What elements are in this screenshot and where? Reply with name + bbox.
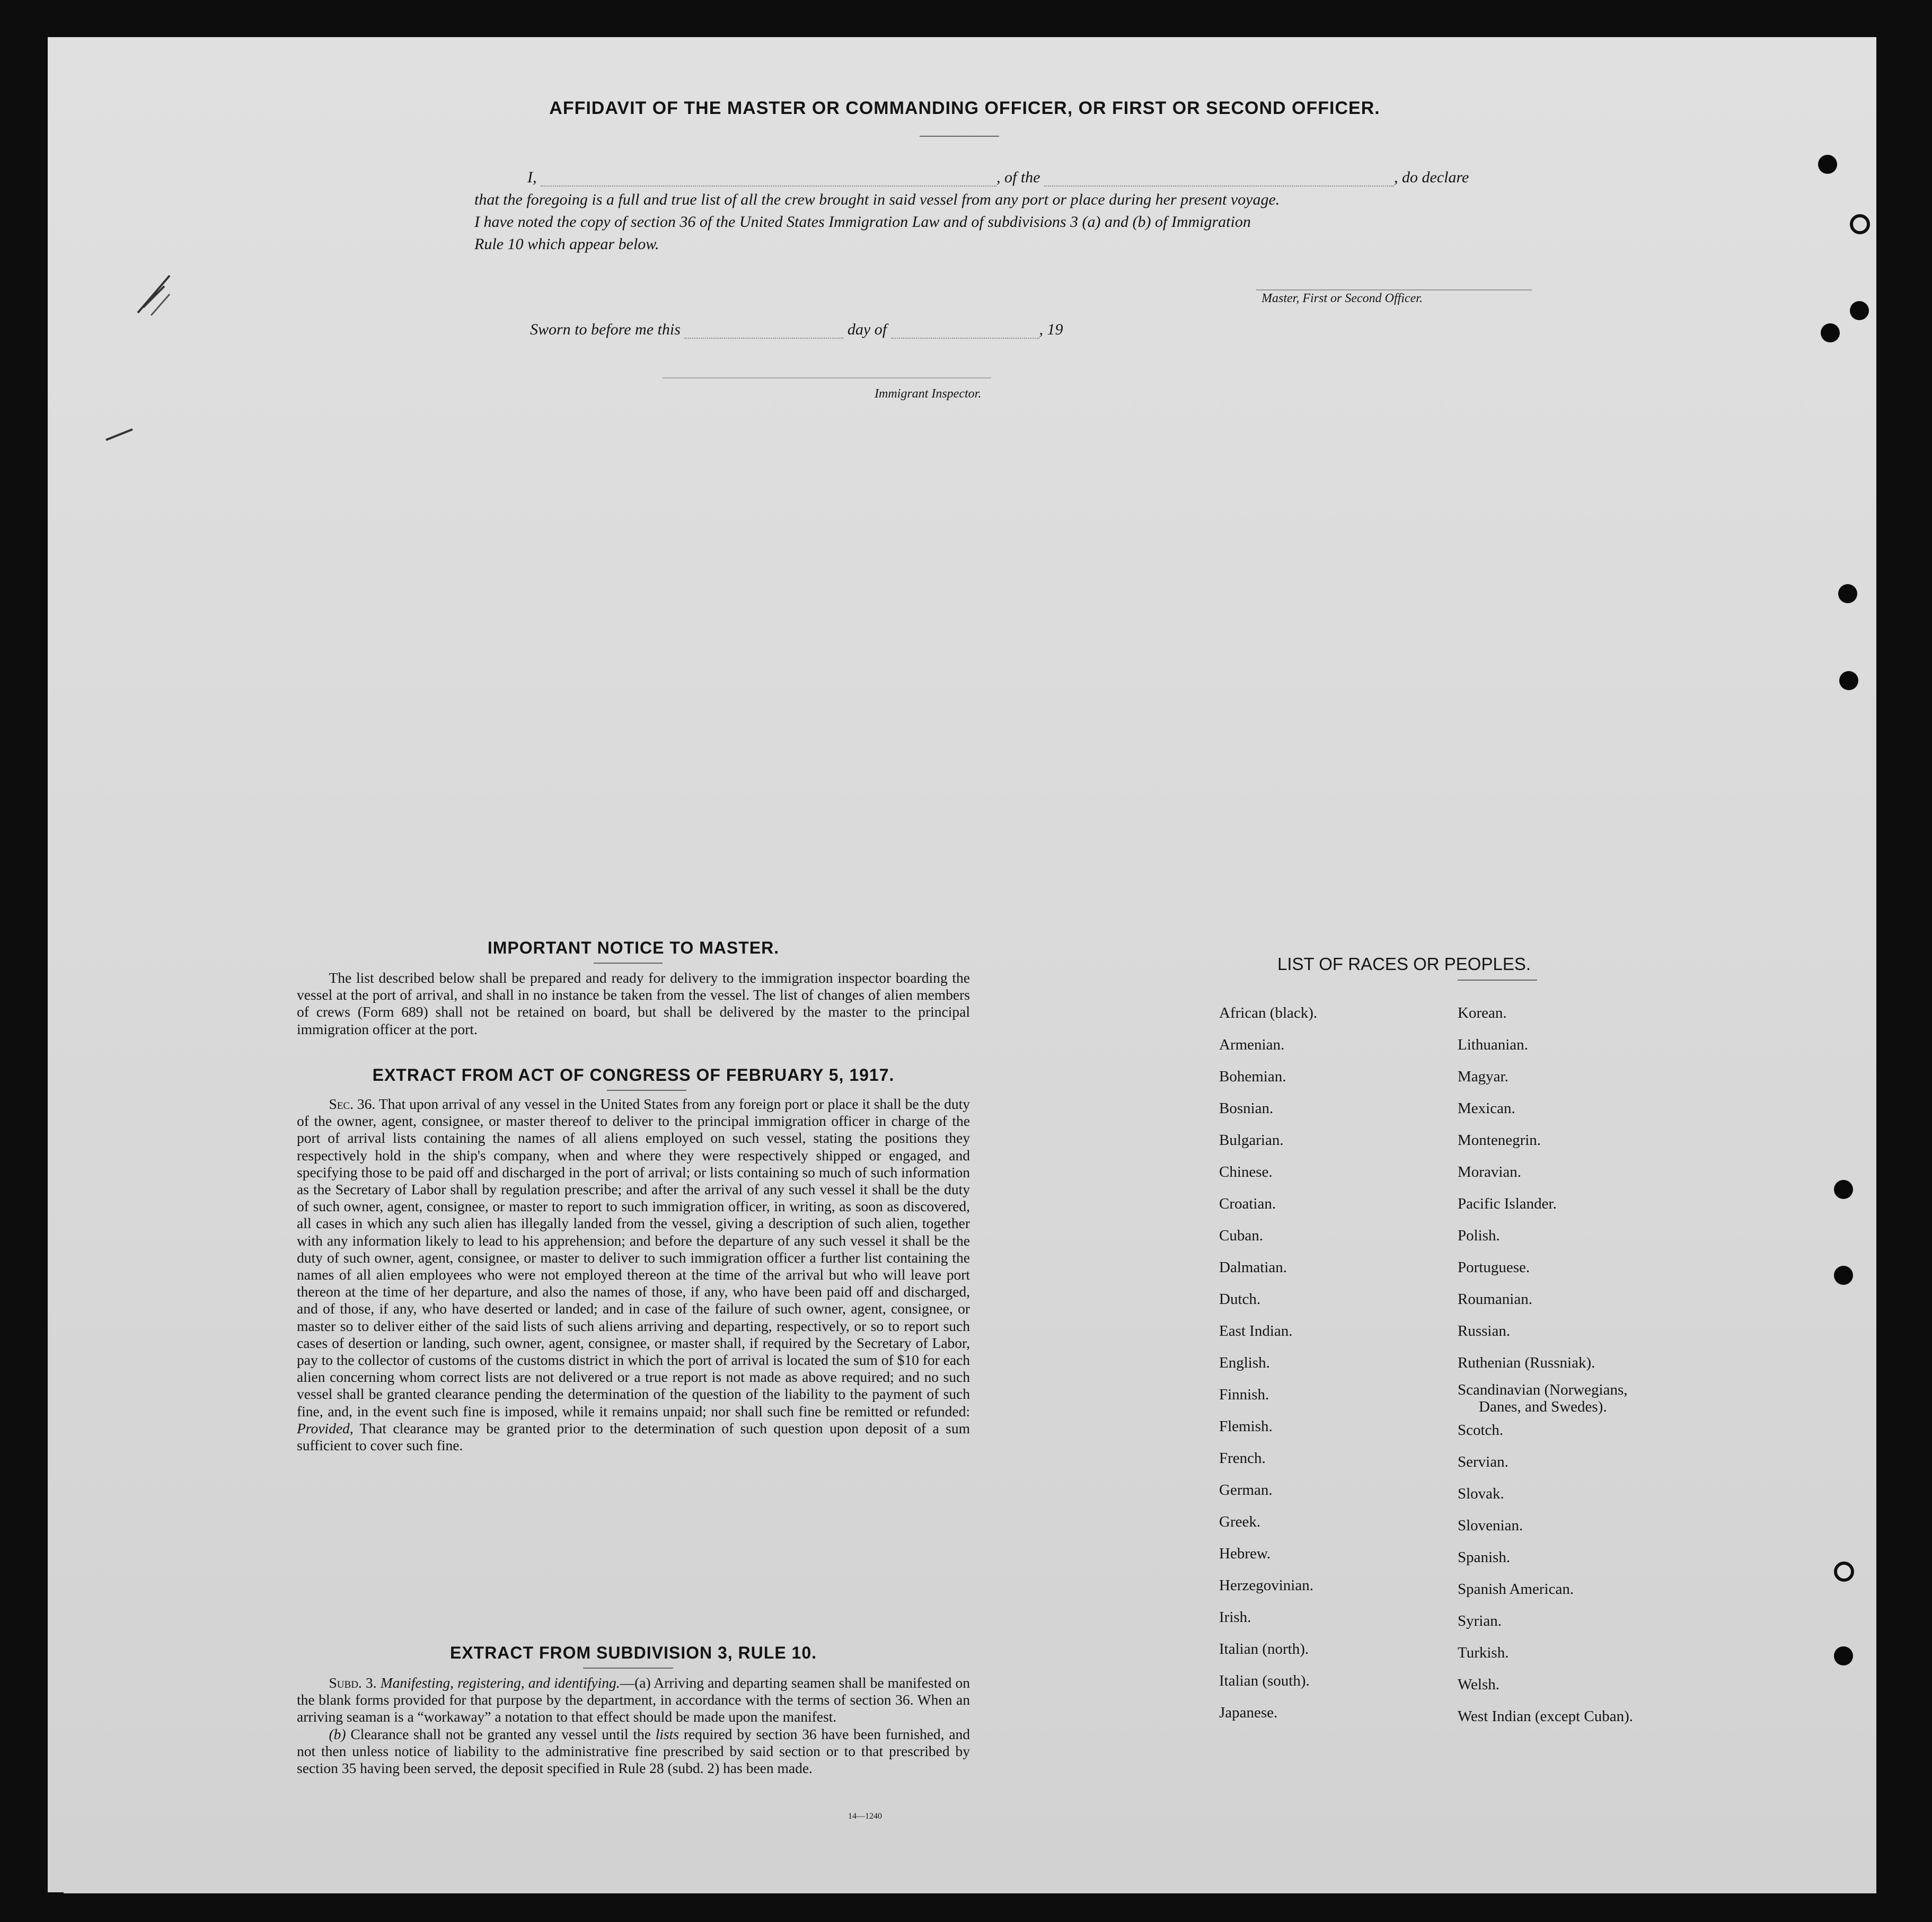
affidavit-line-3: I have noted the copy of section 36 of the United States Immigration Law and of subdivisions 3 (a) and (b) of Immigration [474,213,1251,231]
race-item: Armenian. [1219,1036,1285,1053]
race-item: Ruthenian (Russniak). [1458,1354,1595,1371]
inspector-signature-line [663,377,991,378]
sworn-month-blank [891,338,1039,339]
race-item: East Indian. [1219,1323,1293,1339]
race-item: German. [1219,1482,1273,1498]
race-item: Spanish American. [1458,1581,1574,1598]
binder-hole [1850,301,1869,320]
affidavit-title: AFFIDAVIT OF THE MASTER OR COMMANDING OFFICER, OR FIRST OR SECOND OFFICER. [549,98,1380,118]
race-item: Magyar. [1458,1068,1508,1085]
binder-hole [1818,155,1837,174]
master-signature-line [1256,289,1532,290]
race-item: Montenegrin. [1458,1132,1541,1149]
race-item: Dalmatian. [1219,1259,1287,1276]
race-item: Scotch. [1458,1422,1504,1439]
declarant-name-blank [541,186,996,187]
rule-underline [583,1668,673,1669]
race-item: Russian. [1458,1323,1511,1339]
race-item: Syrian. [1458,1612,1502,1629]
race-item: Finnish. [1219,1386,1269,1403]
binder-hole [1839,671,1858,690]
sworn-line [530,321,1063,339]
race-item: Polish. [1458,1227,1500,1244]
race-item: English. [1219,1354,1270,1371]
subd-3-heading: Manifesting, registering, and identifying. [380,1674,620,1691]
para-b-lists: lists [655,1725,680,1742]
rule-extract-body [297,1674,970,1777]
race-item: Bohemian. [1219,1068,1286,1085]
para-b-text-2: required by section 36 have been furnished, and not then unless notice of liability to the administrative fine prescribed by said section or to that prescribed by section 35 having been served, the deposit specified in Rule 28 (subd. 2) has been made. [297,1725,971,1777]
inspector-label: Immigrant Inspector. [875,387,982,401]
affidavit-line-4: Rule 10 which appear below. [474,235,659,253]
race-item: Hebrew. [1219,1545,1271,1562]
sec-36-text: That upon arrival of any vessel in the United States from any foreign port or place it shall be the duty of the owner, agent, consignee, or master thereof to deliver to the principal immigration officer in charge of the port of arrival lists containing the names of all aliens employed on such vessel, stating the positions they respectively hold in the ship's company, when and where they were respectively shipped or engaged, and specifying those to be paid off and discharged in the port of arrival; or lists containing so much of such information as the Secretary of Labor shall by regulation prescribe; and after the arrival of any such vessel it shall be the duty of such owner, agent, consignee, or master to report to such immigration officer, in writing, as soon as discovered, all cases in which any such alien has illegally landed from the vessel, giving a description of such alien, together with any information likely to lead to his apprehension; and before the departure of any such vessel it shall be the duty of such owner, agent, consignee, or master to deliver to such immigration officer a further list containing the names of all alien employees who were not employed thereon at the time of the arrival but who will leave port thereon at the time of her departure, and also the names of those, if any, who have been paid off and discharged, and of those, if any, who have deserted or landed; and in case of the failure of such owner, agent, consignee, or master so to deliver either of the said lists of such aliens arriving and departing, respectively, or so to report such cases of desertion or landing, such owner, agent, consignee, or master shall, if required by the Secretary of Labor, pay to the collector of customs of the customs district in which the port of arrival is located the sum of $10 for each alien concerning whom correct lists are not delivered or a true report is not made as above required; and no such vessel shall be granted clearance pending the determination of the question of the liability to the payment of such fine, and, in the event such fine is imposed, while it remains unpaid; nor shall such fine be remitted or refunded: [297,1096,971,1420]
act-extract-body [297,1096,970,1454]
notice-body [297,969,970,1038]
race-item: African (black). [1219,1004,1318,1021]
affidavit-line-1 [527,169,1469,187]
sec-36-label: Sec. 36. [329,1096,376,1112]
binder-hole [1834,1646,1853,1665]
race-item: West Indian (except Cuban). [1458,1708,1634,1725]
year-text: , 19 [1039,321,1063,338]
binder-hole [1834,1180,1853,1199]
race-item: Italian (north). [1219,1641,1309,1657]
binder-hole [1834,1266,1853,1285]
sworn-day-blank [684,338,843,339]
affidavit-line-2: that the foregoing is a full and true list of all the crew brought in said vessel from any port or place during her present voyage. [474,191,1280,208]
para-b-text-1: Clearance shall not be granted any vessel until the [350,1725,651,1742]
race-item: Chinese. [1219,1163,1273,1180]
race-item: Scandinavian (Norwegians, [1458,1381,1628,1398]
declarant-i: I, [527,169,537,186]
race-item: Korean. [1458,1004,1507,1021]
race-item: Lithuanian. [1458,1036,1528,1053]
race-item: French. [1219,1450,1266,1467]
subd-3-label: Subd. 3. [329,1674,377,1691]
race-item: Herzegovinian. [1219,1577,1313,1594]
races-title: LIST OF RACES OR PEOPLES. [1277,954,1531,974]
race-item: Greek. [1219,1513,1261,1530]
race-item: Bulgarian. [1219,1132,1284,1149]
act-underline [607,1090,686,1091]
rule-extract-title: EXTRACT FROM SUBDIVISION 3, RULE 10. [449,1643,817,1662]
day-of-text: day of [847,321,887,338]
race-item: Moravian. [1458,1163,1521,1180]
do-declare-text: , do declare [1394,169,1469,186]
notice-paragraph: The list described below shall be prepared and ready for delivery to the immigration inspector boarding the vessel at the port of arrival, and shall in no instance be taken from the vessel. The list of changes of alien members of crews (Form 689) shall not be retained on board, but shall be delivered by the master to the principal immigration officer at the port. [297,969,970,1037]
para-b-label: (b) [329,1725,346,1742]
race-item: Italian (south). [1219,1672,1310,1689]
master-signature-label: Master, First or Second Officer. [1261,292,1423,305]
of-the-text: , of the [996,169,1040,186]
race-item: Mexican. [1458,1100,1515,1117]
race-item: Spanish. [1458,1549,1511,1566]
races-underline [1458,980,1537,981]
race-item: Roumanian. [1458,1291,1532,1308]
race-item: Irish. [1219,1609,1251,1626]
notice-underline [594,963,663,964]
form-number: 14—1240 [848,1812,882,1821]
race-item: Slovak. [1458,1485,1504,1502]
act-extract-title: EXTRACT FROM ACT OF CONGRESS OF FEBRUARY 5, 1917. [372,1065,895,1085]
binder-hole [1838,584,1857,603]
sec-36-text-end: That clearance may be granted prior to the determination of such question upon deposit of a sum sufficient to cover such fine. [297,1420,970,1454]
binder-hole [1850,214,1870,234]
notice-section [297,938,970,1038]
race-item: Croatian. [1219,1195,1276,1212]
race-item: Pacific Islander. [1458,1195,1557,1212]
race-item: Welsh. [1458,1676,1500,1693]
title-underline [920,136,999,137]
binder-hole [1834,1562,1854,1582]
race-item: Flemish. [1219,1418,1273,1435]
race-item: Cuban. [1219,1227,1263,1244]
race-item: Japanese. [1219,1704,1278,1721]
race-item-continuation: Danes, and Swedes). [1479,1398,1607,1415]
provided-label: Provided, [297,1420,354,1436]
act-extract-section [297,1065,970,1454]
manifest-page [48,37,1876,1892]
binder-hole [1821,323,1840,342]
race-item: Portuguese. [1458,1259,1530,1276]
pen-marks [85,265,223,488]
notice-title: IMPORTANT NOTICE TO MASTER. [487,938,780,957]
race-item: Servian. [1458,1453,1508,1470]
race-item: Turkish. [1458,1644,1509,1661]
subd-3-para-a: —(a) Arriving and departing seamen shall be manifested on the blank forms provided for that purpose by the department, in accordance with the terms of section 36. When an arriving seaman is a “workaway” a notation to that effect should be made upon the manifest. [297,1674,970,1725]
vessel-name-blank [1044,186,1394,187]
rule-extract-section [297,1643,970,1777]
race-item: Bosnian. [1219,1100,1274,1117]
sworn-text: Sworn to before me this [530,321,681,338]
race-item: Dutch. [1219,1291,1261,1308]
race-item: Slovenian. [1458,1517,1523,1534]
